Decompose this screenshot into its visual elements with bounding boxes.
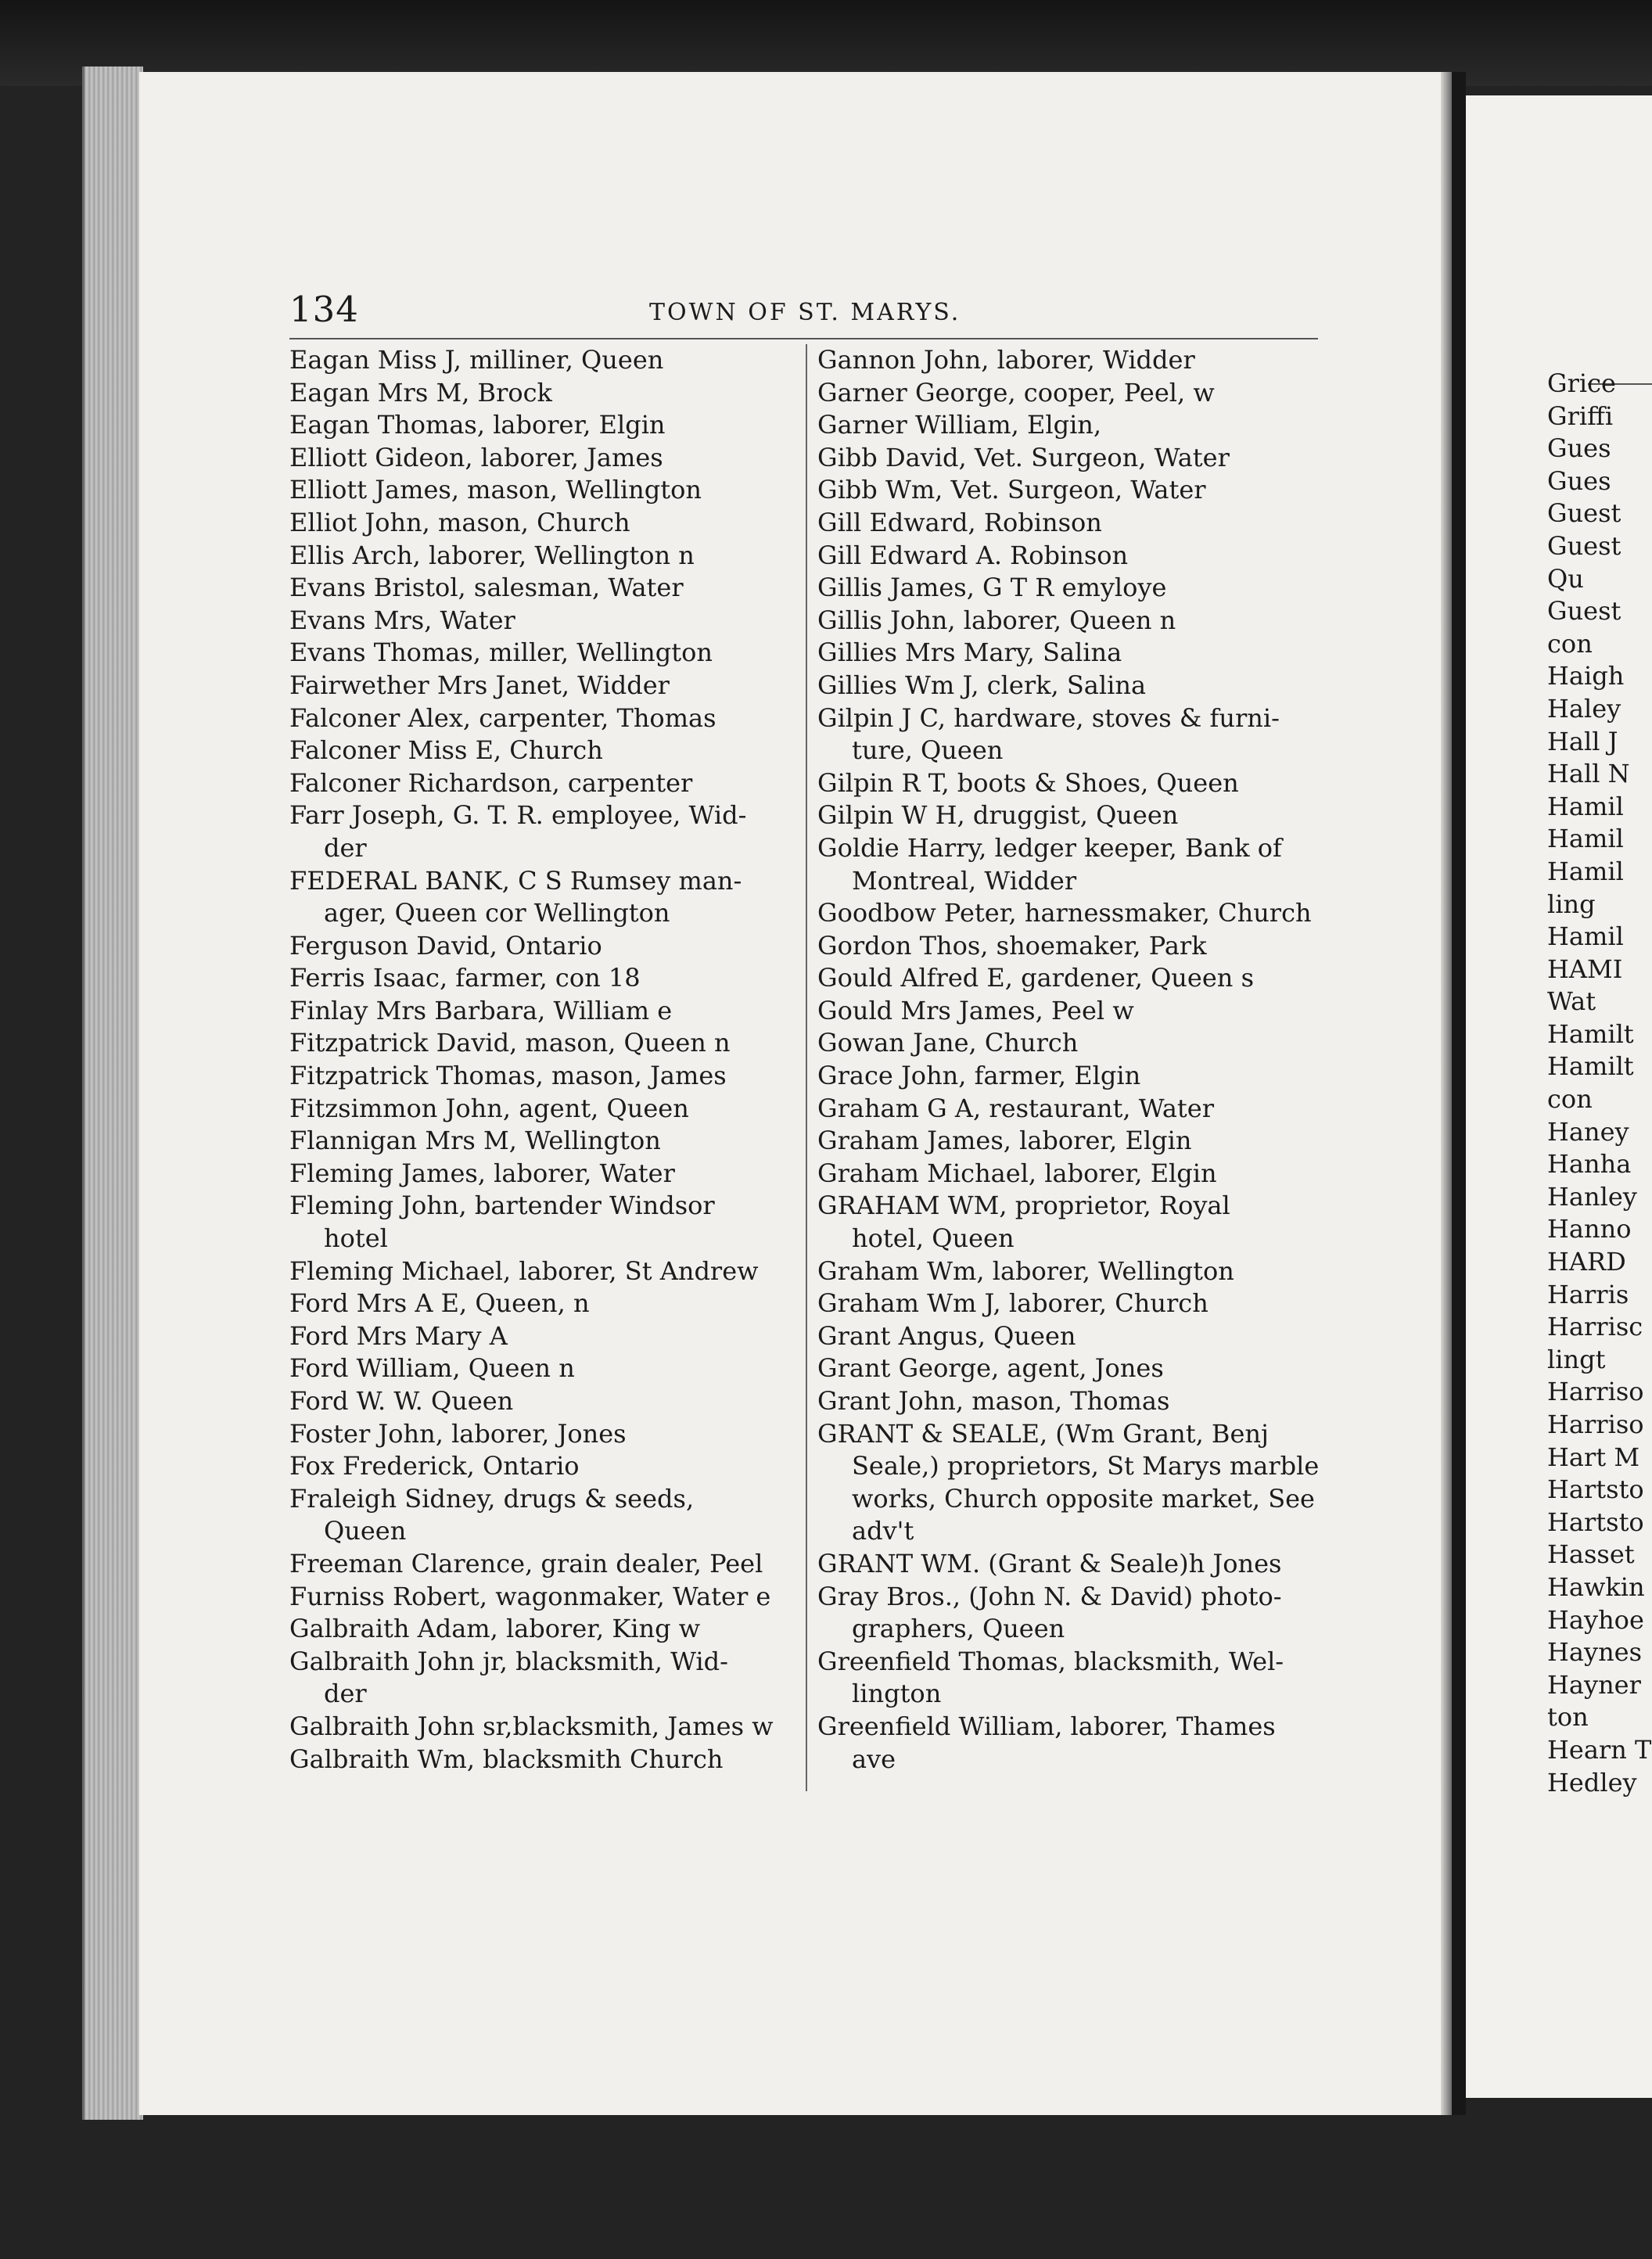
directory-entry bbox=[289, 474, 798, 507]
entry-line: Farr Joseph, G. T. R. employee, Wid- bbox=[289, 800, 747, 831]
entry-continuation: hotel, Queen bbox=[852, 1223, 1015, 1254]
directory-entry bbox=[289, 507, 798, 540]
entry-line: Gillies Mrs Mary, Salina bbox=[817, 637, 1122, 668]
entry-line: Greenfield Thomas, blacksmith, Wel- bbox=[817, 1646, 1284, 1676]
entry-line: GRANT & SEALE, (Wm Grant, Benj bbox=[817, 1418, 1269, 1449]
facing-page-fragment: Hamil bbox=[1547, 856, 1624, 886]
entry-line: Falconer Alex, carpenter, Thomas bbox=[289, 702, 716, 733]
directory-entry bbox=[289, 1352, 798, 1385]
entry-line: Evans Thomas, miller, Wellington bbox=[289, 637, 713, 668]
entry-line: Fleming John, bartender Windsor bbox=[289, 1191, 715, 1221]
directory-entry bbox=[289, 1613, 798, 1646]
facing-page-fragment: Hall N bbox=[1547, 759, 1630, 789]
entry-line: Elliott James, mason, Wellington bbox=[289, 475, 702, 505]
directory-entry bbox=[289, 572, 798, 605]
entry-line: Fairwether Mrs Janet, Widder bbox=[289, 670, 670, 700]
facing-page-fragment: Guest bbox=[1547, 498, 1621, 529]
directory-entry bbox=[289, 1093, 798, 1126]
entry-line: Evans Bristol, salesman, Water bbox=[289, 573, 684, 603]
entry-line: Gilpin J C, hardware, stoves & furni- bbox=[817, 702, 1280, 733]
facing-page-fragment: ton bbox=[1547, 1702, 1589, 1733]
directory-entry bbox=[817, 540, 1324, 573]
facing-page-fragment: HARD bbox=[1547, 1247, 1626, 1277]
entry-line: Furniss Robert, wagonmaker, Water e bbox=[289, 1581, 771, 1611]
entry-line: Garner George, cooper, Peel, w bbox=[817, 377, 1215, 408]
running-title: TOWN OF ST. MARYS. bbox=[649, 299, 961, 326]
directory-entry bbox=[289, 767, 798, 800]
facing-page-fragment: Haynes bbox=[1547, 1637, 1643, 1668]
directory-entry bbox=[289, 605, 798, 637]
directory-entry bbox=[289, 1190, 798, 1255]
facing-page-fragment: Harriso bbox=[1547, 1377, 1644, 1407]
running-head bbox=[289, 288, 1318, 335]
directory-entry bbox=[289, 962, 798, 995]
facing-page-fragment: Hamil bbox=[1547, 921, 1624, 952]
entry-continuation: Montreal, Widder bbox=[852, 865, 1077, 896]
directory-entry bbox=[817, 1288, 1324, 1320]
gutter-shadow bbox=[1441, 72, 1452, 2115]
directory-entry bbox=[289, 1581, 798, 1614]
facing-page-fragment: Hartsto bbox=[1547, 1507, 1644, 1537]
directory-entry bbox=[817, 377, 1324, 410]
facing-page-fragment: Hamil bbox=[1547, 791, 1624, 821]
facing-page-fragment: con bbox=[1547, 1084, 1593, 1115]
directory-entry bbox=[289, 344, 798, 377]
entry-line: Eagan Thomas, laborer, Elgin bbox=[289, 410, 666, 440]
directory-entry bbox=[817, 1190, 1324, 1255]
entry-line: Goldie Harry, ledger keeper, Bank of bbox=[817, 832, 1282, 863]
directory-entry bbox=[817, 995, 1324, 1028]
directory-entry bbox=[817, 1352, 1324, 1385]
entry-line: GRAHAM WM, proprietor, Royal bbox=[817, 1191, 1230, 1221]
directory-entry bbox=[289, 995, 798, 1028]
facing-page-fragment: Wat bbox=[1547, 986, 1596, 1017]
entry-line: Fitzpatrick Thomas, mason, James bbox=[289, 1061, 727, 1091]
directory-entry bbox=[817, 474, 1324, 507]
entry-line: Gould Mrs James, Peel w bbox=[817, 995, 1134, 1025]
directory-entry bbox=[289, 1320, 798, 1353]
entry-line: Elliott Gideon, laborer, James bbox=[289, 442, 663, 472]
entry-line: Finlay Mrs Barbara, William e bbox=[289, 995, 673, 1025]
facing-page-fragment: Harrisc bbox=[1547, 1312, 1643, 1342]
entry-continuation: works, Church opposite market, See bbox=[852, 1483, 1315, 1514]
entry-line: Ferris Isaac, farmer, con 18 bbox=[289, 963, 641, 993]
directory-entry bbox=[817, 799, 1324, 832]
directory-entry bbox=[817, 1320, 1324, 1353]
entry-line: Eagan Mrs M, Brock bbox=[289, 377, 552, 408]
entry-line: Gannon John, laborer, Widder bbox=[817, 345, 1195, 375]
directory-entry bbox=[289, 442, 798, 475]
directory-entry bbox=[817, 897, 1324, 930]
directory-entry bbox=[817, 605, 1324, 637]
directory-entry bbox=[289, 670, 798, 702]
entry-continuation: ture, Queen bbox=[852, 735, 1004, 766]
directory-entry bbox=[289, 1450, 798, 1483]
directory-column-middle bbox=[817, 344, 1324, 1776]
page-edges bbox=[82, 66, 143, 2120]
entry-line: Gordon Thos, shoemaker, Park bbox=[817, 930, 1207, 961]
directory-entry bbox=[817, 1418, 1324, 1548]
entry-continuation: hotel bbox=[324, 1223, 388, 1254]
entry-continuation: der bbox=[324, 832, 367, 863]
entry-line: FEDERAL BANK, C S Rumsey man- bbox=[289, 865, 742, 896]
directory-entry bbox=[817, 832, 1324, 897]
facing-page-fragment: Hall J bbox=[1547, 726, 1618, 756]
header-rule bbox=[289, 338, 1318, 339]
entry-line: Graham Wm, laborer, Wellington bbox=[817, 1255, 1234, 1286]
book-binding bbox=[1452, 72, 1466, 2115]
entry-continuation: graphers, Queen bbox=[852, 1614, 1065, 1644]
directory-entry bbox=[817, 572, 1324, 605]
directory-entry bbox=[817, 702, 1324, 767]
facing-page-fragment: Grice bbox=[1547, 368, 1616, 398]
directory-entry bbox=[817, 962, 1324, 995]
entry-line: Grant John, mason, Thomas bbox=[817, 1386, 1170, 1416]
directory-entry bbox=[817, 1060, 1324, 1093]
facing-page-fragment: Hanha bbox=[1547, 1149, 1632, 1180]
directory-entry bbox=[289, 799, 798, 864]
directory-entry bbox=[289, 702, 798, 735]
directory-entry bbox=[289, 1385, 798, 1418]
directory-entry bbox=[817, 767, 1324, 800]
directory-entry bbox=[817, 670, 1324, 702]
facing-page-fragment: Harriso bbox=[1547, 1410, 1644, 1439]
facing-page-fragment: Qu bbox=[1547, 563, 1584, 594]
entry-line: Gill Edward A. Robinson bbox=[817, 540, 1129, 570]
entry-line: Fitzsimmon John, agent, Queen bbox=[289, 1093, 689, 1123]
directory-entry bbox=[817, 507, 1324, 540]
directory-entry bbox=[289, 1158, 798, 1191]
directory-entry bbox=[817, 1581, 1324, 1646]
directory-entry bbox=[289, 637, 798, 670]
entry-line: Gibb David, Vet. Surgeon, Water bbox=[817, 442, 1230, 472]
entry-line: Galbraith John jr, blacksmith, Wid- bbox=[289, 1646, 728, 1676]
entry-line: Graham James, laborer, Elgin bbox=[817, 1126, 1192, 1156]
directory-entry bbox=[817, 1711, 1324, 1776]
directory-entry bbox=[817, 1093, 1324, 1126]
entry-line: Fitzpatrick David, mason, Queen n bbox=[289, 1028, 731, 1058]
facing-page-fragment: lingt bbox=[1547, 1344, 1606, 1374]
directory-entry bbox=[817, 344, 1324, 377]
entry-line: Gillies Wm J, clerk, Salina bbox=[817, 670, 1147, 700]
facing-page-fragment: Haney bbox=[1547, 1116, 1629, 1147]
directory-entry bbox=[289, 1548, 798, 1581]
entry-line: Fleming James, laborer, Water bbox=[289, 1158, 675, 1188]
entry-line: Gibb Wm, Vet. Surgeon, Water bbox=[817, 475, 1206, 505]
entry-continuation: ave bbox=[852, 1744, 896, 1774]
entry-continuation: ager, Queen cor Wellington bbox=[324, 898, 670, 928]
entry-continuation: adv't bbox=[852, 1516, 914, 1546]
entry-line: Gillis John, laborer, Queen n bbox=[817, 605, 1176, 635]
entry-line: Foster John, laborer, Jones bbox=[289, 1418, 627, 1449]
entry-continuation: der bbox=[324, 1679, 367, 1709]
entry-line: Grant George, agent, Jones bbox=[817, 1353, 1164, 1384]
facing-page-fragment: Harris bbox=[1547, 1279, 1629, 1309]
directory-entry bbox=[817, 930, 1324, 963]
directory-entry bbox=[289, 1711, 798, 1744]
entry-line: Greenfield William, laborer, Thames bbox=[817, 1711, 1276, 1741]
directory-entry bbox=[817, 1027, 1324, 1060]
facing-page-fragment: Hanley bbox=[1547, 1181, 1637, 1212]
entry-line: Freeman Clarence, grain dealer, Peel bbox=[289, 1548, 763, 1578]
entry-line: Ford W. W. Queen bbox=[289, 1386, 514, 1416]
facing-page-fragment: Gues bbox=[1547, 465, 1611, 496]
entry-line: Galbraith John sr,blacksmith, James w bbox=[289, 1711, 774, 1741]
directory-entry bbox=[817, 1158, 1324, 1191]
facing-page-fragment: Hamil bbox=[1547, 824, 1624, 854]
directory-entry bbox=[289, 1060, 798, 1093]
entry-continuation: Seale,) proprietors, St Marys marble bbox=[852, 1451, 1320, 1481]
entry-line: Ferguson David, Ontario bbox=[289, 930, 602, 961]
facing-page-fragment: Hasset bbox=[1547, 1539, 1635, 1570]
entry-line: Ford Mrs A E, Queen, n bbox=[289, 1288, 590, 1319]
entry-line: Galbraith Adam, laborer, King w bbox=[289, 1614, 701, 1644]
directory-entry bbox=[289, 1288, 798, 1320]
facing-page-fragment: Guest bbox=[1547, 596, 1621, 627]
entry-line: Fraleigh Sidney, drugs & seeds, bbox=[289, 1483, 695, 1514]
directory-entry bbox=[289, 1418, 798, 1451]
entry-line: Gilpin W H, druggist, Queen bbox=[817, 800, 1179, 831]
directory-entry bbox=[289, 1125, 798, 1158]
facing-page-fragment: Hamilt bbox=[1547, 1018, 1634, 1049]
page-number: 134 bbox=[289, 289, 359, 330]
directory-entry bbox=[289, 865, 798, 930]
entry-line: Galbraith Wm, blacksmith Church bbox=[289, 1744, 724, 1774]
directory-entry bbox=[289, 409, 798, 442]
directory-column-left bbox=[289, 344, 798, 1776]
directory-entry bbox=[289, 1483, 798, 1548]
directory-entry bbox=[289, 734, 798, 767]
entry-line: Ellis Arch, laborer, Wellington n bbox=[289, 540, 695, 570]
entry-continuation: Queen bbox=[324, 1516, 407, 1546]
entry-line: Falconer Miss E, Church bbox=[289, 735, 603, 766]
directory-entry bbox=[289, 377, 798, 410]
entry-line: Gill Edward, Robinson bbox=[817, 507, 1102, 537]
facing-page-column-fragment bbox=[1547, 368, 1652, 1799]
facing-page-fragment: con bbox=[1547, 628, 1593, 659]
entry-line: Elliot John, mason, Church bbox=[289, 507, 630, 537]
directory-entry bbox=[817, 1646, 1324, 1711]
entry-line: Grace John, farmer, Elgin bbox=[817, 1061, 1141, 1091]
entry-line: Flannigan Mrs M, Wellington bbox=[289, 1126, 661, 1156]
entry-line: Goodbow Peter, harnessmaker, Church bbox=[817, 898, 1312, 928]
facing-page-fragment: Hayhoe bbox=[1547, 1604, 1644, 1635]
directory-entry bbox=[817, 409, 1324, 442]
directory-entry bbox=[289, 1255, 798, 1288]
entry-continuation: lington bbox=[852, 1679, 942, 1709]
facing-page-fragment: HAMI bbox=[1547, 954, 1623, 984]
directory-entry bbox=[817, 1125, 1324, 1158]
facing-page-fragment: Hanno bbox=[1547, 1214, 1632, 1244]
directory-entry bbox=[817, 1255, 1324, 1288]
entry-line: Ford Mrs Mary A bbox=[289, 1320, 508, 1351]
facing-page-fragment: Griffi bbox=[1547, 400, 1614, 431]
facing-page-fragment: Haigh bbox=[1547, 661, 1625, 691]
facing-page-fragment: Hedley bbox=[1547, 1767, 1637, 1798]
facing-page-fragment: Haley bbox=[1547, 693, 1621, 724]
entry-line: Falconer Richardson, carpenter bbox=[289, 767, 693, 798]
entry-line: Fleming Michael, laborer, St Andrew bbox=[289, 1255, 759, 1286]
directory-entry bbox=[289, 540, 798, 573]
facing-page-fragment: Hamilt bbox=[1547, 1051, 1634, 1082]
facing-page-fragment: ling bbox=[1547, 889, 1596, 919]
directory-entry bbox=[817, 637, 1324, 670]
entry-line: Evans Mrs, Water bbox=[289, 605, 515, 635]
entry-line: Eagan Miss J, milliner, Queen bbox=[289, 345, 664, 375]
directory-entry bbox=[289, 1027, 798, 1060]
entry-line: Grant Angus, Queen bbox=[817, 1320, 1076, 1351]
facing-page-fragment: Hart M bbox=[1547, 1442, 1640, 1472]
entry-line: Gray Bros., (John N. & David) photo- bbox=[817, 1581, 1282, 1611]
column-divider bbox=[806, 344, 807, 1791]
directory-entry bbox=[289, 1646, 798, 1711]
entry-line: Gillis James, G T R emyloye bbox=[817, 573, 1167, 603]
entry-line: Graham Michael, laborer, Elgin bbox=[817, 1158, 1217, 1188]
facing-page-fragment: Hayner bbox=[1547, 1669, 1641, 1700]
entry-line: Garner William, Elgin, bbox=[817, 410, 1102, 440]
entry-line: Gilpin R T, boots & Shoes, Queen bbox=[817, 767, 1239, 798]
facing-page-fragment: Gues bbox=[1547, 433, 1611, 464]
entry-line: Fox Frederick, Ontario bbox=[289, 1451, 580, 1481]
entry-line: Gould Alfred E, gardener, Queen s bbox=[817, 963, 1254, 993]
facing-page-fragment: Hartsto bbox=[1547, 1474, 1644, 1505]
entry-line: Ford William, Queen n bbox=[289, 1353, 575, 1384]
directory-entry bbox=[289, 1744, 798, 1776]
directory-entry bbox=[817, 1548, 1324, 1581]
directory-entry bbox=[817, 1385, 1324, 1418]
entry-line: Graham Wm J, laborer, Church bbox=[817, 1288, 1208, 1319]
directory-entry bbox=[817, 442, 1324, 475]
facing-page-fragment: Guest bbox=[1547, 530, 1621, 561]
facing-page-fragment: Hawkin bbox=[1547, 1571, 1645, 1602]
entry-line: Gowan Jane, Church bbox=[817, 1028, 1079, 1058]
entry-line: Graham G A, restaurant, Water bbox=[817, 1093, 1214, 1123]
directory-entry bbox=[289, 930, 798, 963]
facing-page-fragment: Hearn T bbox=[1547, 1734, 1652, 1765]
entry-line: GRANT WM. (Grant & Seale)h Jones bbox=[817, 1548, 1282, 1578]
